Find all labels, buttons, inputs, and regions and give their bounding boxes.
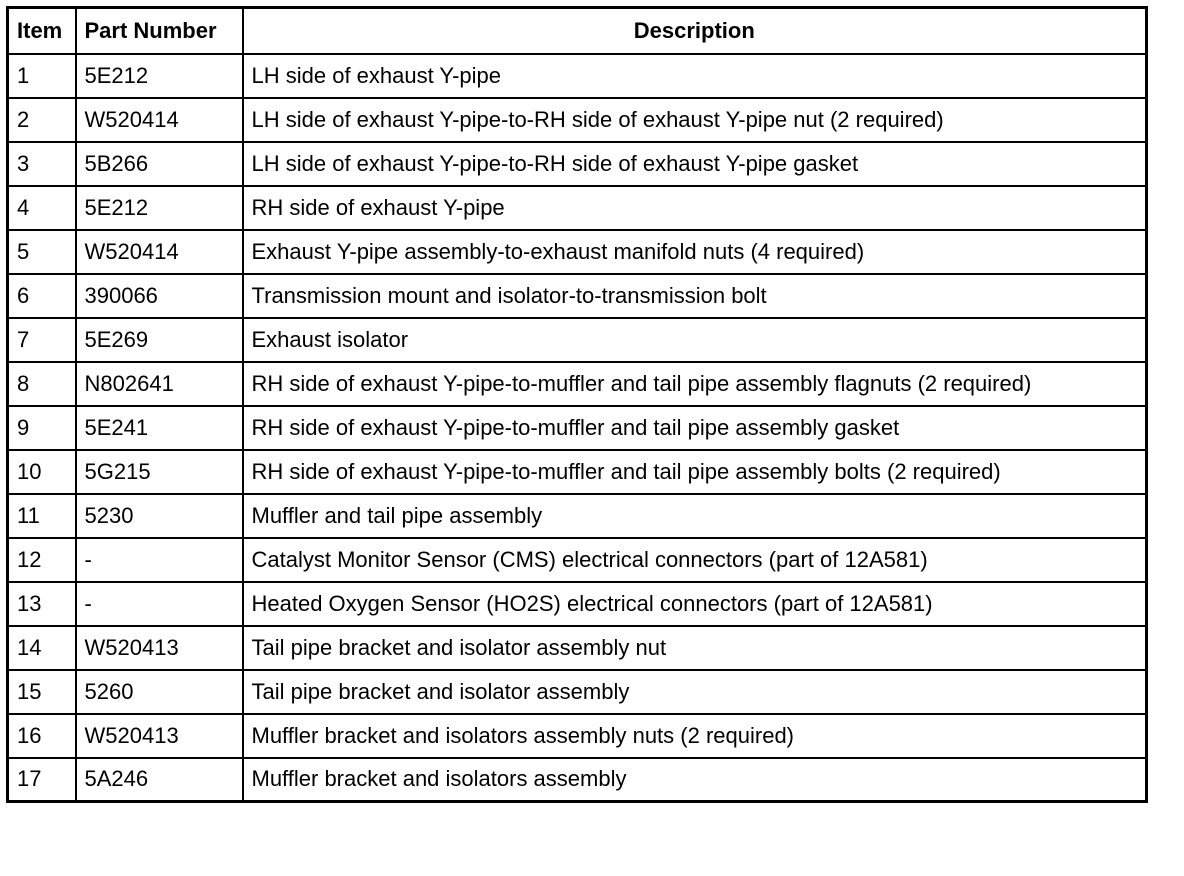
item-number-cell: 4 xyxy=(8,186,76,230)
part-number-cell: 390066 xyxy=(76,274,243,318)
part-number-cell: W520413 xyxy=(76,714,243,758)
part-number-cell: 5E212 xyxy=(76,54,243,98)
description-cell: Exhaust Y-pipe assembly-to-exhaust manifold nuts (4 required) xyxy=(243,230,1147,274)
item-number-cell: 1 xyxy=(8,54,76,98)
table-row xyxy=(8,274,1147,318)
item-number-cell: 11 xyxy=(8,494,76,538)
item-number-cell: 8 xyxy=(8,362,76,406)
header-row xyxy=(8,8,1147,54)
table-row xyxy=(8,54,1147,98)
table-body xyxy=(8,54,1147,802)
item-number-cell: 2 xyxy=(8,98,76,142)
part-number-cell: N802641 xyxy=(76,362,243,406)
description-cell: LH side of exhaust Y-pipe-to-RH side of exhaust Y-pipe nut (2 required) xyxy=(243,98,1147,142)
description-cell: LH side of exhaust Y-pipe-to-RH side of exhaust Y-pipe gasket xyxy=(243,142,1147,186)
table-row xyxy=(8,494,1147,538)
description-cell: Heated Oxygen Sensor (HO2S) electrical connectors (part of 12A581) xyxy=(243,582,1147,626)
description-cell: Transmission mount and isolator-to-transmission bolt xyxy=(243,274,1147,318)
part-number-cell: - xyxy=(76,538,243,582)
part-number-cell: 5E269 xyxy=(76,318,243,362)
description-cell: Tail pipe bracket and isolator assembly xyxy=(243,670,1147,714)
item-number-cell: 9 xyxy=(8,406,76,450)
table-row xyxy=(8,230,1147,274)
part-number-cell: 5B266 xyxy=(76,142,243,186)
table-row xyxy=(8,714,1147,758)
description-cell: Exhaust isolator xyxy=(243,318,1147,362)
table-row xyxy=(8,318,1147,362)
table-row xyxy=(8,186,1147,230)
description-cell: Muffler bracket and isolators assembly nuts (2 required) xyxy=(243,714,1147,758)
part-number-cell: 5G215 xyxy=(76,450,243,494)
table-row xyxy=(8,582,1147,626)
table-row xyxy=(8,98,1147,142)
description-cell: Tail pipe bracket and isolator assembly nut xyxy=(243,626,1147,670)
description-cell: Muffler bracket and isolators assembly xyxy=(243,758,1147,802)
description-cell: Catalyst Monitor Sensor (CMS) electrical connectors (part of 12A581) xyxy=(243,538,1147,582)
table-row xyxy=(8,450,1147,494)
part-number-cell: 5260 xyxy=(76,670,243,714)
item-number-cell: 7 xyxy=(8,318,76,362)
item-number-cell: 3 xyxy=(8,142,76,186)
description-cell: LH side of exhaust Y-pipe xyxy=(243,54,1147,98)
description-cell: RH side of exhaust Y-pipe xyxy=(243,186,1147,230)
table-header xyxy=(8,8,1147,54)
description-cell: RH side of exhaust Y-pipe-to-muffler and tail pipe assembly gasket xyxy=(243,406,1147,450)
part-number-cell: - xyxy=(76,582,243,626)
description-cell: RH side of exhaust Y-pipe-to-muffler and tail pipe assembly bolts (2 required) xyxy=(243,450,1147,494)
item-number-cell: 17 xyxy=(8,758,76,802)
description-column-header: Description xyxy=(243,8,1147,54)
part-number-cell: 5230 xyxy=(76,494,243,538)
item-number-cell: 13 xyxy=(8,582,76,626)
item-number-cell: 16 xyxy=(8,714,76,758)
table-row xyxy=(8,538,1147,582)
item-number-cell: 14 xyxy=(8,626,76,670)
item-number-cell: 10 xyxy=(8,450,76,494)
part-number-cell: 5E241 xyxy=(76,406,243,450)
table-row xyxy=(8,362,1147,406)
table-row xyxy=(8,626,1147,670)
table-row xyxy=(8,406,1147,450)
description-cell: RH side of exhaust Y-pipe-to-muffler and tail pipe assembly flagnuts (2 required) xyxy=(243,362,1147,406)
item-column-header: Item xyxy=(8,8,76,54)
description-cell: Muffler and tail pipe assembly xyxy=(243,494,1147,538)
item-number-cell: 12 xyxy=(8,538,76,582)
part-number-cell: W520414 xyxy=(76,98,243,142)
item-number-cell: 15 xyxy=(8,670,76,714)
part-number-column-header: Part Number xyxy=(76,8,243,54)
parts-table xyxy=(6,6,1148,803)
table-row xyxy=(8,142,1147,186)
item-number-cell: 6 xyxy=(8,274,76,318)
table-row xyxy=(8,758,1147,802)
part-number-cell: W520413 xyxy=(76,626,243,670)
part-number-cell: 5E212 xyxy=(76,186,243,230)
table-row xyxy=(8,670,1147,714)
part-number-cell: 5A246 xyxy=(76,758,243,802)
item-number-cell: 5 xyxy=(8,230,76,274)
part-number-cell: W520414 xyxy=(76,230,243,274)
